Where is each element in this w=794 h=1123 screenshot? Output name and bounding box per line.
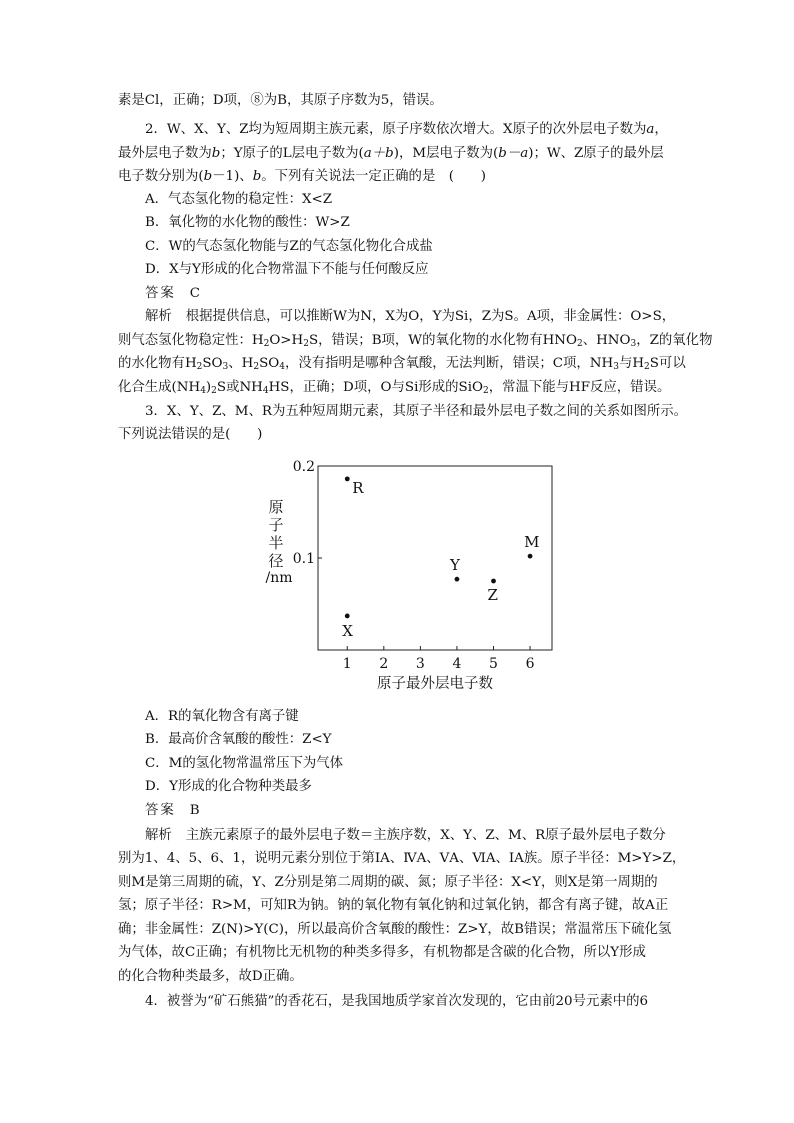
point-label-x: X — [342, 621, 353, 640]
question-3-analysis-line3: 则M是第三周期的硫，Y、Z分别是第二周期的碳、氮；原子半径：X<Y，则X是第一周期的 — [118, 875, 658, 890]
question-2-stem-line3: 电子数分别为(b－1)、b。下列有关说法一定正确的是 ( ) — [118, 169, 486, 184]
question-2-answer: 答案 C — [145, 286, 201, 301]
x-tick-label: 1 — [342, 656, 352, 672]
y-label-unit: /nm — [265, 570, 293, 586]
question-3-analysis: 解析 主族元素原子的最外层电子数＝主族序数，X、Y、Z、M、R原子最外层电子数分 — [145, 828, 666, 843]
question-2-stem-line2: 最外层电子数为b；Y原子的L层电子数为(a＋b)，M层电子数为(b－a)；W、Z原子的最外层 — [118, 146, 664, 161]
point-label-z: Z — [487, 586, 498, 604]
question-2-analysis-line2: 则气态氢化物稳定性：$H_2O>H_2S$，错误；B项，W的氧化物的水化物有$HNO_2$、$HNO_3$，Z的氧化物 — [118, 333, 713, 349]
question-3-option-c: C．M的氢化物常温常压下为气体 — [145, 756, 344, 771]
question-2-option-d: D．X与Y形成的化合物常温下不能与任何酸反应 — [145, 262, 429, 277]
y-label-char-4: 径 — [268, 552, 284, 570]
text-line-1: 素是Cl，正确；D项，⑧为B，其原子序数为5，错误。 — [118, 93, 443, 108]
y-tick-label: 0.2 — [292, 459, 315, 475]
question-3-answer: 答案 B — [145, 803, 200, 818]
x-tick-label: 4 — [452, 656, 462, 672]
question-3-option-a: A．R的氧化物含有离子键 — [145, 709, 299, 724]
question-4-stem: 4．被誉为“矿石熊猫”的香花石，是我国地质学家首次发现的，它由前20号元素中的6 — [145, 994, 649, 1009]
question-3-analysis-line2: 别为1、4、5、6、1，说明元素分别位于第ⅠA、ⅣA、ⅤA、ⅥA、ⅠA族。原子半径：M>Y>Z， — [118, 851, 686, 866]
question-2-option-b: B．氧化物的水化物的酸性：W>Z — [145, 215, 350, 230]
radius-vs-electrons-chart — [255, 452, 573, 702]
question-2-stem: 2．W、X、Y、Z均为短周期主族元素，原子序数依次增大。X原子的次外层电子数为a， — [145, 122, 668, 137]
data-point-m — [528, 554, 533, 559]
question-3-stem: 3．X、Y、Z、M、R为五种短周期元素，其原子半径和最外层电子数之间的关系如图所示。 — [145, 404, 688, 419]
question-3-analysis-line6: 为气体，故C正确；有机物比无机物的种类多得多，有机物都是含碳的化合物，所以Y形成 — [118, 945, 646, 960]
data-point-y — [455, 577, 460, 582]
y-label-char-2: 子 — [268, 516, 284, 534]
point-label-y: Y — [449, 556, 460, 575]
question-3-analysis-line7: 的化合物种类最多，故D正确。 — [118, 969, 303, 984]
question-2-option-c: C．W的气态氢化物能与Z的气态氢化物化合成盐 — [145, 239, 433, 254]
question-3-analysis-line4: 氢；原子半径：R>M，可知R为钠。钠的氧化物有氧化钠和过氧化钠，都含有离子键，故A正 — [118, 898, 669, 913]
y-tick-label: 0.1 — [292, 551, 315, 567]
x-axis-label: 原子最外层电子数 — [377, 676, 493, 692]
question-3-stem-line2: 下列说法错误的是( ) — [118, 427, 263, 442]
x-tick-label: 6 — [525, 656, 535, 672]
data-point-z — [491, 579, 496, 584]
question-3-option-d: D．Y形成的化合物种类最多 — [145, 779, 312, 794]
data-point-x — [345, 614, 350, 619]
question-2-option-a: A．气态氢化物的稳定性：X<Z — [145, 192, 333, 207]
point-label-r: R — [352, 478, 364, 497]
point-label-m: M — [524, 533, 540, 552]
y-label-char-1: 原 — [268, 498, 284, 516]
question-2-analysis-line4: 化合生成$(NH_4)_2S$或$NH_4HS$，正确；D项，O与Si形成的SiO$_2$，常温下能与HF反应，错误。 — [118, 380, 671, 396]
data-point-r — [345, 476, 350, 481]
question-3-analysis-line5: 确；非金属性：Z(N)>Y(C)，所以最高价含氧酸的酸性：Z>Y，故B错误；常温常压下硫化氢 — [118, 922, 672, 937]
x-tick-label: 2 — [379, 656, 389, 672]
y-label-char-3: 半 — [268, 534, 284, 552]
x-tick-label: 3 — [415, 656, 425, 672]
question-2-analysis: 解析 根据提供信息，可以推断W为N，X为O，Y为Si，Z为S。A项，非金属性：O>S， — [145, 309, 676, 324]
question-2-analysis-line3: 的水化物有$H_2SO_3$、$H_2SO_4$，没有指明是哪种含氧酸，无法判断，错误；C项，$NH_3$与$H_2S$可以 — [118, 356, 686, 372]
x-tick-label: 5 — [489, 656, 498, 672]
question-3-option-b: B．最高价含氧酸的酸性：Z<Y — [145, 732, 332, 747]
